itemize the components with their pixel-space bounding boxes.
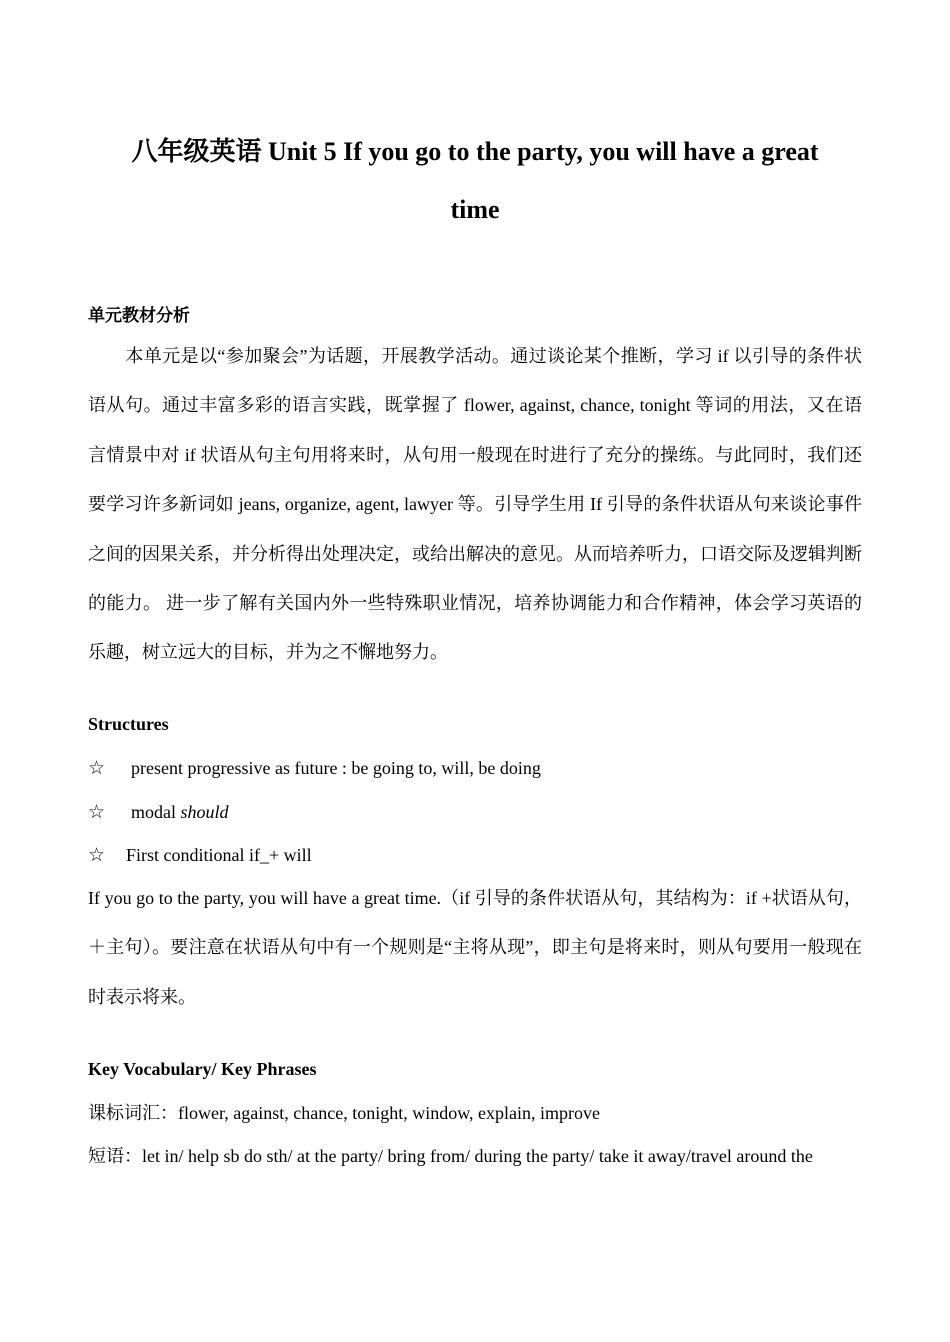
structure-item-2 bbox=[88, 800, 888, 824]
document-title bbox=[88, 123, 862, 239]
structure-item-2-prefix: modal bbox=[131, 802, 181, 822]
analysis-paragraph-text: 本单元是以“参加聚会”为话题，开展教学活动。通过谈论某个推断，学习 if 以引导的条件状语从句。通过丰富多彩的语言实践，既掌握了 flower, against, chance, tonight 等词的用法，又在语言情景中对 if 状语从句主句用将来时，从句用一般现在时进行了充分的操练。与此同时，我们还要学习许多新词如 jeans, organize, agent, lawyer 等。引导学生用 If 引导的条件状语从句来谈论事件之间的因果关系，并分析得出处理决定，或给出解决的意见。从而培养听力，口语交际及逻辑判断的能力。 进一步了解有关国内外一些特殊职业情况，培养协调能力和合作精神，体会学习英语的乐趣，树立远大的目标，并为之不懈地努力。 bbox=[88, 346, 862, 663]
title-line-2: time bbox=[450, 195, 500, 224]
analysis-heading: 单元教材分析 bbox=[88, 306, 190, 326]
structure-item-1 bbox=[88, 756, 888, 780]
vocabulary-phrases-label: 短语： bbox=[88, 1146, 142, 1166]
vocabulary-words-label: 课标词汇： bbox=[88, 1103, 178, 1123]
vocabulary-words bbox=[88, 1101, 888, 1125]
vocabulary-phrases-text: let in/ help sb do sth/ at the party/ bring from/ during the party/ take it away/travel around the bbox=[142, 1146, 813, 1166]
vocabulary-heading: Key Vocabulary/ Key Phrases bbox=[88, 1059, 317, 1079]
vocabulary-words-text: flower, against, chance, tonight, window, explain, improve bbox=[178, 1103, 600, 1123]
structures-heading: Structures bbox=[88, 714, 169, 734]
analysis-paragraph bbox=[88, 332, 862, 678]
star-icon: ☆ bbox=[88, 801, 106, 823]
structure-item-2-italic: should bbox=[180, 802, 229, 822]
structure-item-1-text: present progressive as future : be going to, will, be doing bbox=[131, 758, 541, 778]
structure-item-3-text: First conditional if_+ will bbox=[126, 845, 312, 865]
structures-paragraph: If you go to the party, you will have a great time.（if 引导的条件状语从句，其结构为：if +状语从句，＋主句）。要注意在状语从句中有一个规则是“主将从现”，即主句是将来时，则从句要用一般现在时表示将来。 bbox=[88, 888, 862, 1007]
structure-item-3 bbox=[88, 843, 888, 867]
vocabulary-phrases bbox=[88, 1144, 888, 1168]
star-icon: ☆ bbox=[88, 844, 106, 866]
star-icon: ☆ bbox=[88, 757, 106, 779]
title-line-1: 八年级英语 Unit 5 If you go to the party, you will have a great bbox=[131, 137, 819, 166]
